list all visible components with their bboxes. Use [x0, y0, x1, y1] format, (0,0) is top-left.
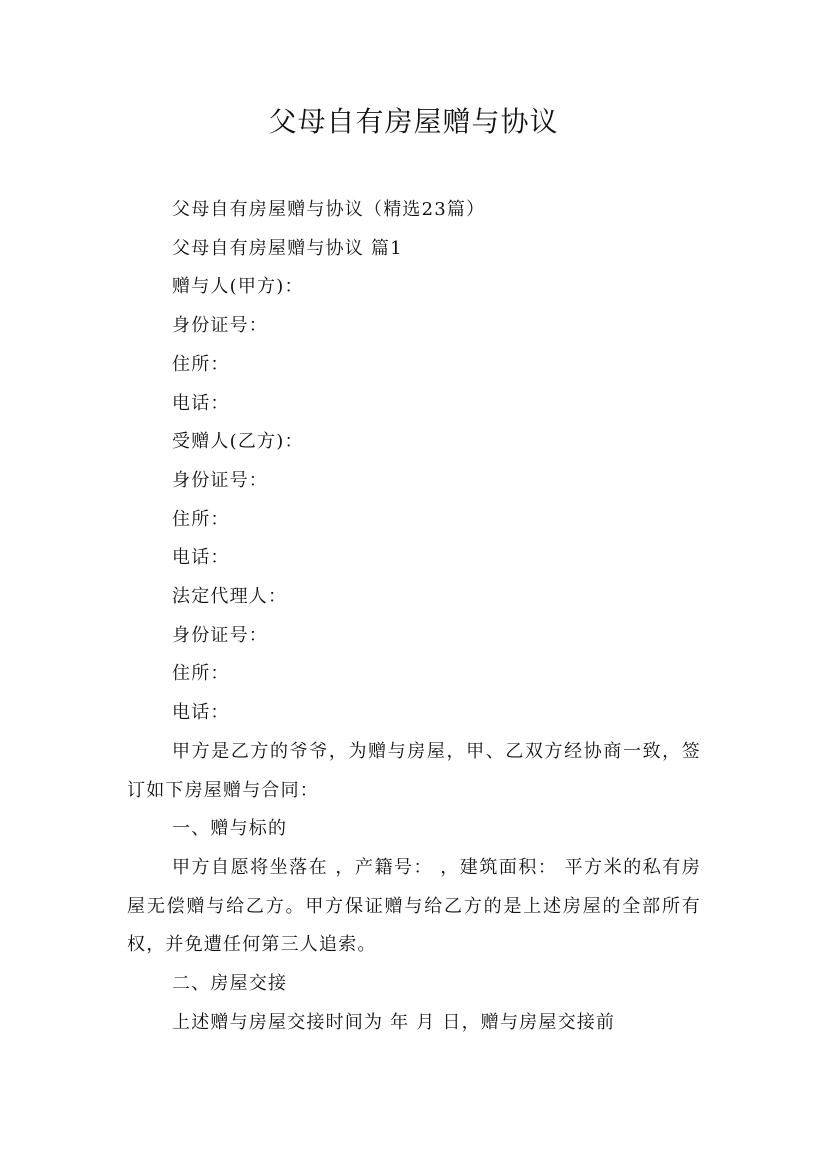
donee-phone-label: 电话： [172, 547, 230, 569]
donor-id-label: 身份证号： [172, 315, 268, 337]
donor-phone-label: 电话： [172, 392, 230, 414]
section-2-heading: 二、房屋交接 [172, 973, 288, 995]
intro-paragraph: 甲方是乙方的爷爷，为赠与房屋，甲、乙双方经协商一致，签订如下房屋赠与合同： [127, 740, 701, 801]
donee-id-label: 身份证号： [172, 469, 268, 491]
section-2-paragraph: 上述赠与房屋交接时间为 年 月 日，赠与房屋交接前 [172, 1011, 616, 1033]
section-1-paragraph: 甲方自愿将坐落在 ，产籍号： ，建筑面积： 平方米的私有房屋无偿赠与给乙方。甲方保证赠与给乙方的是上述房屋的全部所有权，并免遭任何第三人追索。 [127, 856, 701, 956]
section-1-heading: 一、赠与标的 [172, 818, 288, 840]
donor-address-label: 住所： [172, 353, 230, 375]
donor-label: 赠与人(甲方)： [172, 276, 304, 298]
chapter-heading: 父母自有房屋赠与协议 篇1 [172, 237, 403, 259]
document-title: 父母自有房屋赠与协议 [268, 105, 559, 138]
document-body [127, 191, 701, 1042]
legal-agent-label: 法定代理人： [172, 586, 288, 608]
agent-phone-label: 电话： [172, 702, 230, 724]
agent-id-label: 身份证号： [172, 624, 268, 646]
donee-label: 受赠人(乙方)： [172, 431, 304, 453]
agent-address-label: 住所： [172, 663, 230, 685]
subtitle-line: 父母自有房屋赠与协议（精选23篇） [172, 199, 486, 220]
donee-address-label: 住所： [172, 508, 230, 530]
